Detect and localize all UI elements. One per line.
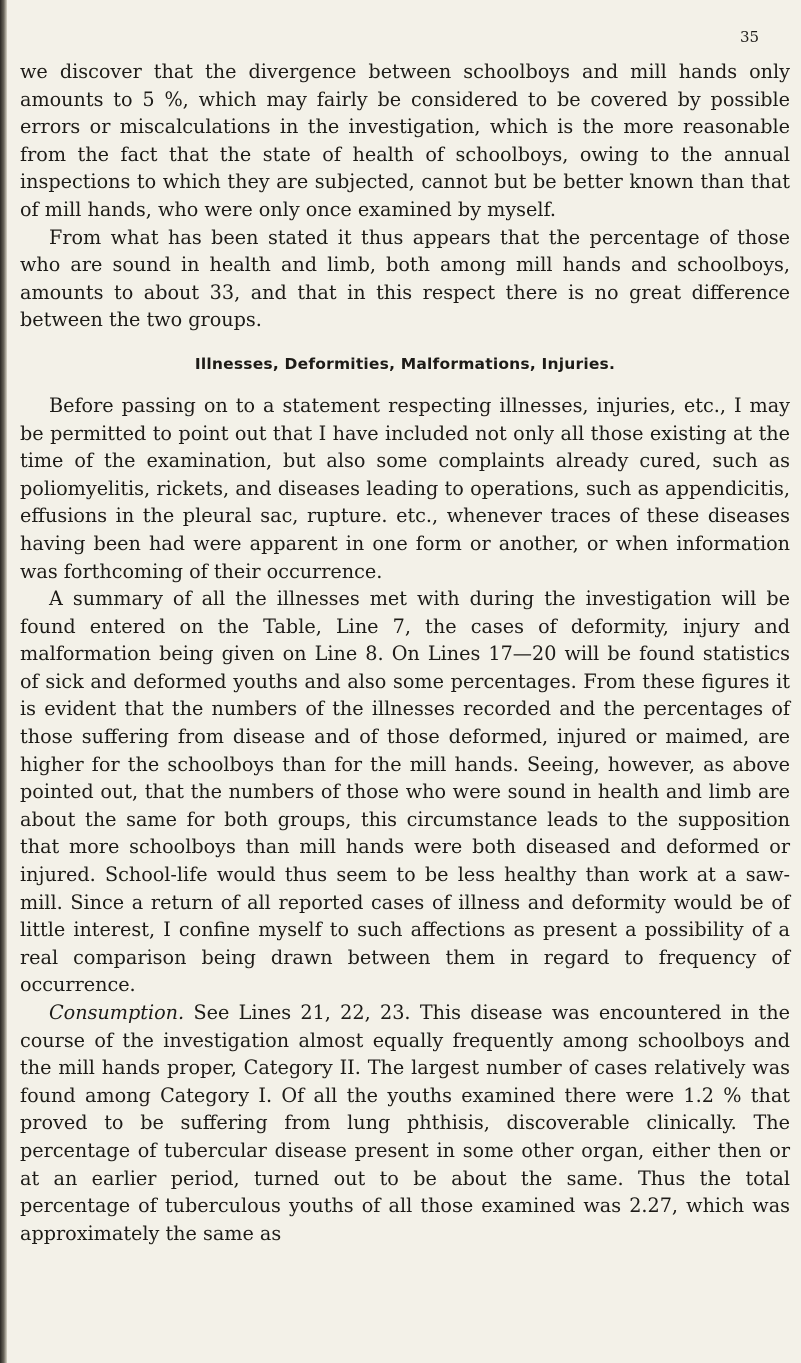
paragraph-2: From what has been stated it thus appears that the percentage of those who are sound in health and limb, both among mill hands and schoolboys, amounts to about 33, and that in this respect there is no great difference between the two groups. [20,225,790,332]
consumption-title: Consumption. [49,1001,185,1024]
consumption-text: See Lines 21, 22, 23. This disease was encountered in the course of the investigation almost equally frequently among schoolboys and the mill hands proper, Category II. The largest number of cases relatively was found among Category I. Of all the youths examined there were 1.2 % that proved to be suffering from lung phthisis, discoverable clinically. The percentage of tubercular disease present in some other organ, either then or at an earlier period, turned out to be about the same. Thus the total percentage of tuberculous youths of all those examined was 2.27, which was approximately the same as [20,1001,790,1245]
paragraph-consumption [20,999,790,1247]
book-spine-edge [0,0,7,1363]
section-heading: Illnesses, Deformities, Malformations, Injuries. [194,354,616,373]
paragraph-4: A summary of all the illnesses met with during the investigation will be found entered on the Table, Line 7, the cases of deformity, injury and malformation being given on Line 8. On Lines 17—20 will be found statistics of sick and deformed youths and also some percentages. From these figures it is evident that the numbers of the illnesses recorded and the percentages of those suffering from disease and of those deformed, injured or maimed, are higher for the schoolboys than for the mill hands. Seeing, however, as above pointed out, that the numbers of those who were sound in health and limb are about the same for both groups, this circumstance leads to the supposition that more schoolboys than mill hands were both diseased and deformed or injured. School-life would thus seem to be less healthy than work at a saw-mill. Since a return of all reported cases of illness and deformity would be of little interest, I confine myself to such affections as present a possibility of a real comparison being drawn between them in regard to frequency of occurrence. [20,587,790,997]
paragraph-3: Before passing on to a statement respecting illnesses, injuries, etc., I may be permitted to point out that I have included not only all those existing at the time of the examination, but also some complaints already cured, such as poliomyelitis, rickets, and diseases leading to operations, such as appendicitis, effusions in the pleural sac, rupture. etc., whenever traces of these diseases having been had were apparent in one form or another, or when information was forthcoming of their occurrence. [20,393,790,583]
body-text [20,58,790,1247]
paragraph-1: we discover that the divergence between schoolboys and mill hands only amounts to 5 %, which may fairly be considered to be covered by possible errors or miscalculations in the investigation, which is the more reasonable from the fact that the state of health of schoolboys, owing to the annual inspections to which they are subjected, cannot but be better known than that of mill hands, who were only once examined by myself. [20,60,790,221]
page-number: 35 [740,28,760,46]
